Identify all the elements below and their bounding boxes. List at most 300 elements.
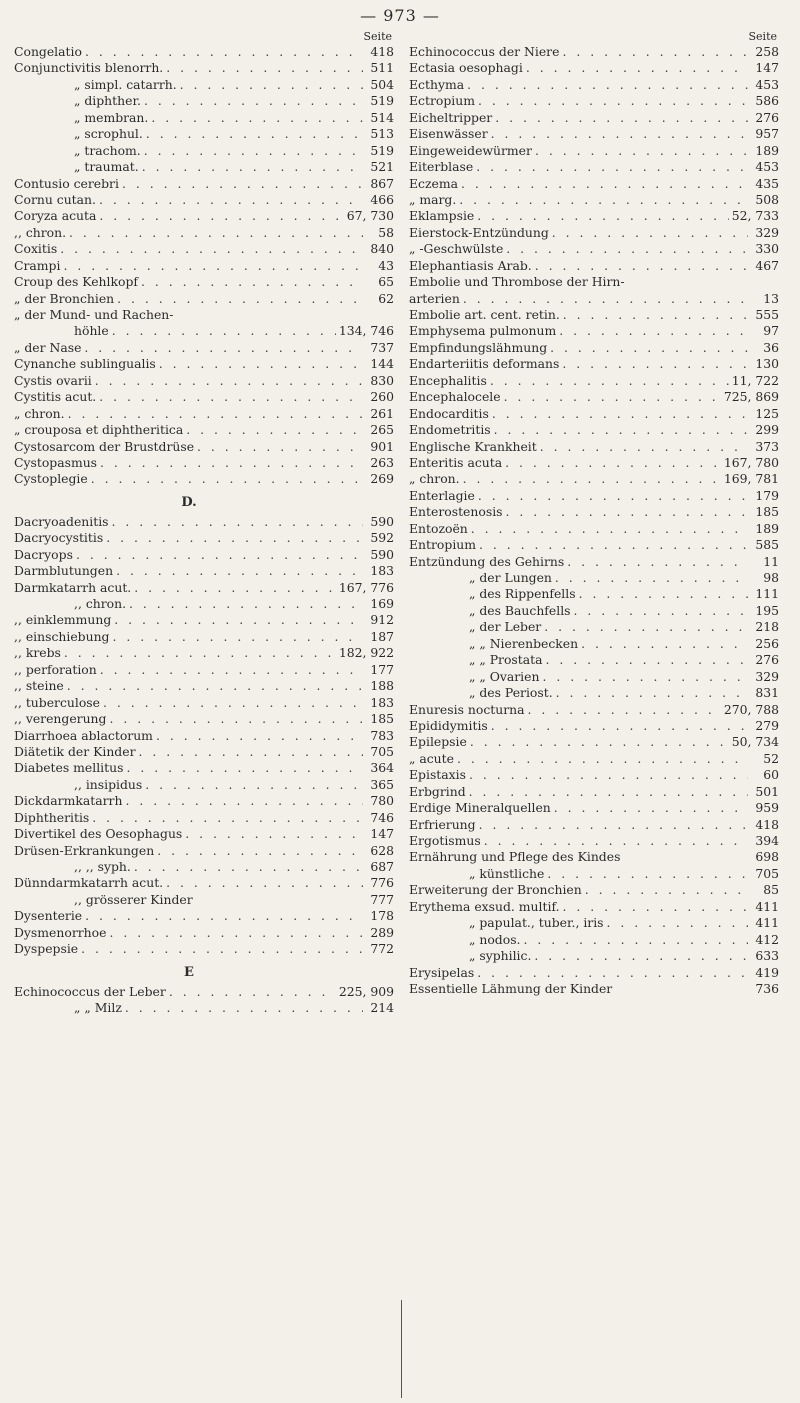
entry-term: höhle xyxy=(74,323,109,339)
leader-dots xyxy=(506,504,748,520)
entry-page: 453 xyxy=(755,159,779,175)
entry-page: 183 xyxy=(370,694,394,710)
entry-term: Cystitis acut. xyxy=(14,389,97,405)
entry-term: „ der Leber xyxy=(469,619,542,635)
entry-term: Entzündung des Gehirns xyxy=(409,553,565,569)
column-divider xyxy=(401,1300,402,1398)
leader-dots xyxy=(69,225,363,241)
index-entry xyxy=(14,323,394,339)
leader-dots xyxy=(99,389,363,405)
entry-term: ,, verengerung xyxy=(14,711,107,727)
entry-page: 270, 788 xyxy=(723,701,779,717)
index-entry xyxy=(14,984,394,1000)
entry-term: ,, steine xyxy=(14,678,64,694)
entry-page: 67, 730 xyxy=(346,208,394,224)
entry-page: 52, 733 xyxy=(731,208,779,224)
entry-page: 412 xyxy=(755,931,779,947)
entry-page: 777 xyxy=(370,891,394,907)
entry-page: 179 xyxy=(755,487,779,503)
index-entry-list xyxy=(14,984,394,1017)
index-entry xyxy=(409,504,779,520)
entry-term: Ernährung und Pflege des Kindes xyxy=(409,849,621,865)
leader-dots xyxy=(492,406,748,422)
entry-page: 585 xyxy=(755,537,779,553)
leader-dots xyxy=(563,307,748,323)
index-entry xyxy=(14,93,394,109)
leader-dots xyxy=(60,241,363,257)
leader-dots xyxy=(145,777,363,793)
entry-page: 633 xyxy=(755,948,779,964)
index-entry xyxy=(409,915,779,931)
index-entry xyxy=(14,612,394,628)
index-entry xyxy=(14,892,394,908)
index-entry xyxy=(14,77,394,93)
entry-term: Encephalocele xyxy=(409,389,501,405)
entry-term: Darmkatarrh acut. xyxy=(14,579,132,595)
entry-term: Erysipelas xyxy=(409,964,475,980)
entry-term: Elephantiasis Arab. xyxy=(409,257,532,273)
index-entry xyxy=(14,728,394,744)
entry-page: 628 xyxy=(370,842,394,858)
leader-dots xyxy=(562,356,748,372)
leader-dots xyxy=(469,767,748,783)
entry-page: 167, 780 xyxy=(723,454,779,470)
entry-term: Eklampsie xyxy=(409,208,475,224)
leader-dots xyxy=(117,291,363,307)
index-entry xyxy=(14,159,394,175)
leader-dots xyxy=(166,60,363,76)
leader-dots xyxy=(139,744,364,760)
entry-page: 13 xyxy=(763,290,779,306)
leader-dots xyxy=(156,728,363,744)
index-entry xyxy=(14,389,394,405)
entry-page: 394 xyxy=(755,833,779,848)
leader-dots xyxy=(100,455,363,471)
entry-term: ,, perforation xyxy=(14,661,97,677)
entry-page: 299 xyxy=(755,422,779,438)
entry-term: „ „ Nierenbecken xyxy=(469,635,579,651)
entry-page: 182, 922 xyxy=(338,645,394,661)
leader-dots xyxy=(157,843,363,859)
section-letter: E xyxy=(184,964,194,980)
entry-term: Drüsen-Erkrankungen xyxy=(14,842,155,858)
leader-dots xyxy=(494,422,748,438)
entry-term: „ traumat. xyxy=(74,159,139,175)
entry-page: 901 xyxy=(370,438,394,454)
leader-dots xyxy=(562,44,748,60)
index-entry xyxy=(409,225,779,241)
entry-page: 419 xyxy=(755,964,779,980)
entry-page: 269 xyxy=(370,471,394,487)
leader-dots xyxy=(554,800,748,816)
leader-dots xyxy=(100,662,363,678)
leader-dots xyxy=(125,793,363,809)
index-entry xyxy=(409,208,779,224)
entry-term: Empfindungslähmung xyxy=(409,339,548,355)
leader-dots xyxy=(542,669,748,685)
entry-page: 265 xyxy=(370,422,394,438)
entry-page: 511 xyxy=(370,60,394,76)
entry-term: Ergotismus xyxy=(409,833,481,848)
entry-page: 466 xyxy=(370,191,394,207)
entry-term: Coxitis xyxy=(14,241,58,257)
entry-term: Dacryocystitis xyxy=(14,530,104,546)
entry-term: „ membran. xyxy=(74,109,149,125)
entry-term: „ papulat., tuber., iris xyxy=(469,915,604,931)
entry-page: 256 xyxy=(755,635,779,651)
entry-term: ,, chron. xyxy=(14,224,67,240)
index-entry xyxy=(409,340,779,356)
index-entry xyxy=(14,176,394,192)
entry-page: 260 xyxy=(370,389,394,405)
leader-dots xyxy=(91,471,363,487)
leader-dots xyxy=(134,580,336,596)
index-entry xyxy=(14,645,394,661)
entry-term: arterien xyxy=(409,290,460,306)
index-entry xyxy=(409,652,779,668)
index-entry xyxy=(409,833,779,849)
leader-dots xyxy=(471,521,748,537)
entry-page: 125 xyxy=(755,405,779,421)
entry-page: 289 xyxy=(370,924,394,940)
index-entry xyxy=(14,471,394,487)
index-entry xyxy=(409,439,779,455)
leader-dots xyxy=(169,984,336,1000)
leader-dots xyxy=(457,751,748,767)
entry-term: Epistaxis xyxy=(409,767,466,783)
index-entry xyxy=(409,422,779,438)
entry-page: 177 xyxy=(370,661,394,677)
entry-page: 218 xyxy=(755,619,779,635)
entry-page: 279 xyxy=(755,717,779,733)
entry-page: 50, 734 xyxy=(731,734,779,750)
leader-dots xyxy=(122,176,363,192)
entry-term: Epilepsie xyxy=(409,734,467,750)
index-entry xyxy=(409,866,779,882)
entry-page: 52 xyxy=(763,750,779,766)
leader-dots xyxy=(99,192,363,208)
entry-page: 590 xyxy=(370,513,394,529)
section-letter: D. xyxy=(181,494,197,510)
entry-page: 830 xyxy=(370,372,394,388)
leader-dots xyxy=(563,899,748,915)
index-entry xyxy=(14,596,394,612)
leader-dots xyxy=(567,554,748,570)
entry-page: 183 xyxy=(370,563,394,579)
entry-page: 98 xyxy=(763,570,779,585)
leader-dots xyxy=(113,629,364,645)
leader-dots xyxy=(555,570,748,586)
entry-term: Embolie und Thrombose der Hirn- xyxy=(409,274,625,290)
index-entry xyxy=(14,875,394,891)
entry-term: Ectasia oesophagi xyxy=(409,60,523,76)
entry-term: ,, grösserer Kinder xyxy=(74,891,193,907)
entry-term: Erfrierung xyxy=(409,816,476,832)
entry-term: „ diphther. xyxy=(74,93,141,109)
entry-term: ,, krebs xyxy=(14,645,61,661)
entry-term: „ des Rippenfells xyxy=(469,586,576,602)
index-entry xyxy=(14,530,394,546)
leader-dots xyxy=(477,965,748,981)
leader-dots xyxy=(109,925,363,941)
leader-dots xyxy=(535,143,748,159)
leader-dots xyxy=(526,60,748,76)
entry-term: „ des Bauchfells xyxy=(469,602,571,618)
leader-dots xyxy=(151,110,363,126)
leader-dots xyxy=(95,373,363,389)
index-entry xyxy=(14,760,394,776)
entry-term: Ecthyma xyxy=(409,76,465,92)
index-entry xyxy=(409,110,779,126)
entry-term: Dysenterie xyxy=(14,908,83,924)
index-entry xyxy=(409,554,779,570)
leader-dots xyxy=(85,908,363,924)
entry-term: Endarteriitis deformans xyxy=(409,356,560,372)
entry-term: Croup des Kehlkopf xyxy=(14,274,138,290)
entry-term: „ -Geschwülste xyxy=(409,241,504,257)
entry-page: 519 xyxy=(370,142,394,158)
entry-page: 167, 776 xyxy=(338,579,394,595)
entry-page: 467 xyxy=(755,257,779,273)
index-entry xyxy=(14,629,394,645)
leader-dots xyxy=(185,826,363,842)
entry-term: „ der Mund- und Rachen- xyxy=(14,307,174,322)
entry-term: Erbgrind xyxy=(409,783,466,799)
leader-dots xyxy=(146,126,363,142)
entry-page: 195 xyxy=(755,602,779,618)
entry-term: Cystopasmus xyxy=(14,454,98,470)
leader-dots xyxy=(546,652,748,668)
leader-dots xyxy=(84,340,363,356)
index-entry xyxy=(14,422,394,438)
leader-dots xyxy=(99,208,343,224)
entry-page: 189 xyxy=(755,142,779,158)
leader-dots xyxy=(585,882,748,898)
index-entry xyxy=(409,849,779,865)
leader-dots xyxy=(125,1000,363,1016)
leader-dots xyxy=(63,258,363,274)
index-entry xyxy=(409,176,779,192)
entry-page: 705 xyxy=(755,865,779,881)
entry-page: 11, 722 xyxy=(731,372,779,388)
index-entry xyxy=(409,948,779,964)
entry-term: ,, einschiebung xyxy=(14,628,110,644)
leader-dots xyxy=(180,77,363,93)
leader-dots xyxy=(559,323,748,339)
leader-dots xyxy=(544,619,748,635)
index-entry xyxy=(409,389,779,405)
entry-term: „ acute xyxy=(409,750,454,766)
entry-page: 258 xyxy=(755,44,779,59)
entry-term: „ der Nase xyxy=(14,339,82,355)
leader-dots xyxy=(85,44,363,60)
leader-dots xyxy=(490,373,729,389)
entry-term: Ectropium xyxy=(409,93,475,109)
leader-dots xyxy=(116,563,363,579)
index-entry xyxy=(409,159,779,175)
leader-dots xyxy=(109,711,363,727)
leader-dots xyxy=(76,547,363,563)
entry-page: 189 xyxy=(755,520,779,536)
entry-term: Dyspepsie xyxy=(14,941,79,957)
index-entry xyxy=(14,192,394,208)
entry-term: Dacryops xyxy=(14,546,73,562)
entry-page: 501 xyxy=(755,783,779,799)
index-entry xyxy=(409,143,779,159)
index-entry xyxy=(409,126,779,142)
leader-dots xyxy=(479,817,748,833)
index-entry xyxy=(409,800,779,816)
index-entry xyxy=(14,143,394,159)
index-entry xyxy=(14,60,394,76)
leader-dots xyxy=(550,340,748,356)
entry-term: „ crouposa et diphtheritica xyxy=(14,422,184,438)
leader-dots xyxy=(92,810,363,826)
index-entry xyxy=(14,406,394,422)
entry-page: 62 xyxy=(378,290,394,306)
leader-dots xyxy=(506,241,748,257)
entry-page: 97 xyxy=(763,323,779,339)
entry-page: 957 xyxy=(755,126,779,142)
entry-term: Cornu cutan. xyxy=(14,191,96,207)
index-entry xyxy=(14,941,394,957)
entry-page: 780 xyxy=(370,793,394,809)
entry-page: 169, 781 xyxy=(723,471,779,487)
entry-page: 840 xyxy=(370,241,394,257)
entry-term: Eicheltripper xyxy=(409,109,493,125)
leader-dots xyxy=(534,948,748,964)
entry-term: Diarrhoea ablactorum xyxy=(14,727,153,743)
leader-dots xyxy=(540,439,748,455)
entry-page: 912 xyxy=(370,612,394,628)
entry-page: 411 xyxy=(755,915,779,931)
leader-dots xyxy=(535,258,748,274)
entry-page: 521 xyxy=(370,159,394,175)
entry-page: 276 xyxy=(755,109,779,125)
leader-dots xyxy=(166,875,363,891)
index-entry xyxy=(409,882,779,898)
index-column-left xyxy=(14,30,394,1017)
entry-term: Cynanche sublingualis xyxy=(14,356,156,372)
leader-dots xyxy=(106,530,363,546)
leader-dots xyxy=(579,586,748,602)
index-entry xyxy=(409,932,779,948)
entry-page: 687 xyxy=(370,859,394,874)
leader-dots xyxy=(528,702,721,718)
entry-term: ,, tuberculose xyxy=(14,694,100,710)
leader-dots xyxy=(479,537,748,553)
leader-dots xyxy=(112,323,336,339)
entry-page: 364 xyxy=(370,760,394,776)
index-entry xyxy=(14,373,394,389)
entry-term: Conjunctivitis blenorrh. xyxy=(14,60,164,76)
entry-term: Emphysema pulmonum xyxy=(409,323,557,339)
entry-page: 65 xyxy=(378,274,394,290)
entry-page: 263 xyxy=(370,454,394,470)
entry-page: 111 xyxy=(755,586,779,602)
entry-page: 418 xyxy=(755,816,779,832)
leader-dots xyxy=(144,93,363,109)
entry-page: 85 xyxy=(763,882,779,898)
index-entry xyxy=(14,241,394,257)
entry-term: „ „ Prostata xyxy=(469,652,543,668)
index-entry xyxy=(409,44,779,60)
index-entry xyxy=(14,110,394,126)
entry-term: Dünndarmkatarrh acut. xyxy=(14,875,164,891)
entry-term: Eisenwässer xyxy=(409,126,488,142)
leader-dots xyxy=(64,645,336,661)
entry-page: 214 xyxy=(370,1000,394,1016)
entry-page: 592 xyxy=(370,530,394,546)
entry-page: 736 xyxy=(755,980,779,996)
entry-term: Coryza acuta xyxy=(14,208,97,224)
index-column-right xyxy=(409,30,779,997)
index-entry xyxy=(409,241,779,257)
index-entry xyxy=(14,455,394,471)
index-entry xyxy=(409,784,779,800)
leader-dots xyxy=(126,760,363,776)
entry-term: Cystosarcom der Brustdrüse xyxy=(14,438,195,454)
index-entry xyxy=(409,471,779,487)
entry-page: 867 xyxy=(370,175,394,191)
entry-page: 783 xyxy=(370,727,394,743)
leader-dots xyxy=(463,291,748,307)
index-entry xyxy=(14,1000,394,1016)
entry-page: 185 xyxy=(755,504,779,520)
leader-dots xyxy=(505,455,721,471)
entry-term: Entozoën xyxy=(409,520,468,536)
entry-term: Englische Krankheit xyxy=(409,438,537,454)
index-entry xyxy=(14,563,394,579)
leader-dots xyxy=(484,833,748,849)
entry-term: Dysmenorrhoe xyxy=(14,924,107,940)
index-entry xyxy=(409,60,779,76)
index-entry xyxy=(409,77,779,93)
entry-page: 185 xyxy=(370,711,394,727)
index-entry xyxy=(409,258,779,274)
entry-term: Diätetik der Kinder xyxy=(14,743,136,759)
index-entry xyxy=(14,126,394,142)
entry-term: Eierstock-Entzündung xyxy=(409,224,549,240)
entry-page: 330 xyxy=(755,241,779,257)
index-entry xyxy=(409,356,779,372)
entry-term: Diabetes mellitus xyxy=(14,760,124,776)
entry-term: Enuresis nocturna xyxy=(409,701,525,717)
entry-page: 261 xyxy=(370,405,394,421)
entry-term: Congelatio xyxy=(14,44,82,59)
entry-page: 831 xyxy=(755,685,779,701)
leader-dots xyxy=(186,422,363,438)
index-entry xyxy=(409,406,779,422)
index-entry xyxy=(409,751,779,767)
leader-dots xyxy=(459,192,748,208)
entry-term: „ der Bronchien xyxy=(14,290,115,306)
entry-term: Darmblutungen xyxy=(14,563,114,579)
leader-dots xyxy=(476,159,748,175)
entry-term: Cystoplegie xyxy=(14,471,88,487)
entry-term: Crampi xyxy=(14,257,61,273)
index-entry xyxy=(14,340,394,356)
index-entry xyxy=(409,373,779,389)
entry-page: 514 xyxy=(370,109,394,125)
leader-dots xyxy=(491,718,748,734)
leader-dots xyxy=(144,143,363,159)
index-entry-list xyxy=(409,44,779,997)
seite-header: Seite xyxy=(748,30,777,43)
entry-page: 43 xyxy=(378,257,394,273)
leader-dots xyxy=(495,110,748,126)
entry-page: 178 xyxy=(370,908,394,924)
